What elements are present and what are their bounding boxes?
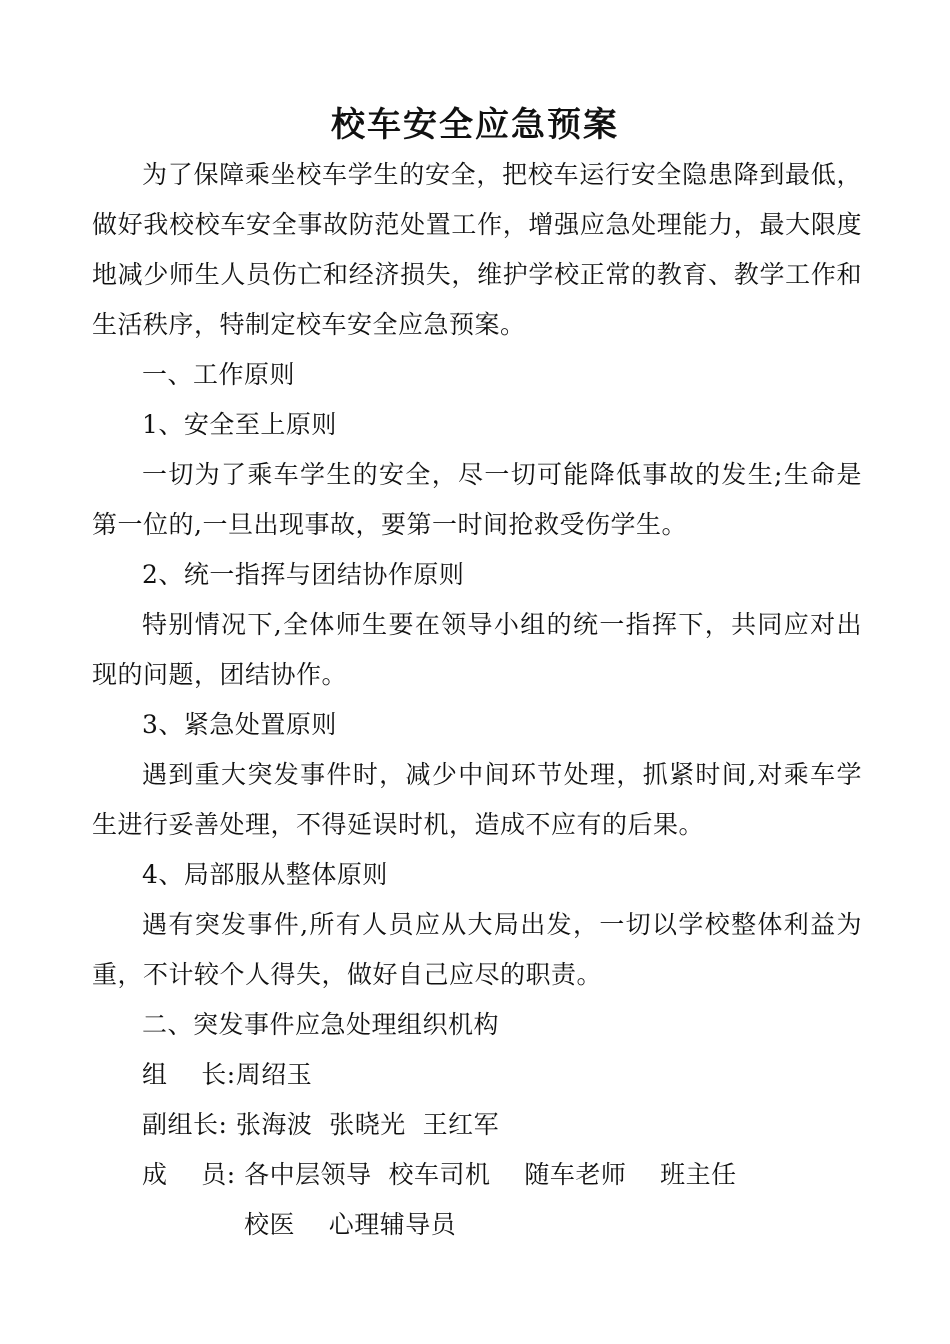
principle-3-heading: 3、紧急处置原则 — [142, 710, 337, 739]
principle-2-text: 特别情况下,全体师生要在领导小组的统一指挥下，共同应对出现的问题，团结协作。 — [92, 610, 862, 689]
group-leader-line: 组 长:周绍玉 — [142, 1060, 313, 1089]
principle-2-heading: 2、统一指挥与团结协作原则 — [142, 560, 465, 589]
principle-1-text: 一切为了乘车学生的安全，尽一切可能降低事故的发生;生命是第一位的,一旦出现事故，要第一时间抢救受伤学生。 — [92, 460, 862, 539]
section-heading-organization: 二、突发事件应急处理组织机构 — [142, 1010, 500, 1039]
deputy-leader-line: 副组长: 张海波 张晓光 王红军 — [142, 1110, 500, 1139]
principle-4-heading: 4、局部服从整体原则 — [142, 860, 388, 889]
principle-1-heading: 1、安全至上原则 — [142, 410, 337, 439]
document-title: 校车安全应急预案 — [331, 105, 619, 145]
members-line: 成 员: 各中层领导 校车司机 随车老师 班主任 — [142, 1160, 737, 1189]
intro-paragraph: 为了保障乘坐校车学生的安全，把校车运行安全隐患降到最低，做好我校校车安全事故防范处置工作，增强应急处理能力，最大限度地减少师生人员伤亡和经济损失，维护学校正常的教育、教学工作和生活秩序，特制定校车安全应急预案。 — [92, 160, 862, 339]
section-heading-work-principles: 一、工作原则 — [142, 360, 296, 389]
principle-4-text: 遇有突发事件,所有人员应从大局出发，一切以学校整体利益为重，不计较个人得失，做好自己应尽的职责。 — [92, 910, 862, 989]
principle-3-text: 遇到重大突发事件时，减少中间环节处理，抓紧时间,对乘车学生进行妥善处理，不得延误时机，造成不应有的后果。 — [92, 760, 862, 839]
document-body — [92, 150, 862, 1250]
members-continuation-line: 校医 心理辅导员 — [244, 1210, 457, 1239]
